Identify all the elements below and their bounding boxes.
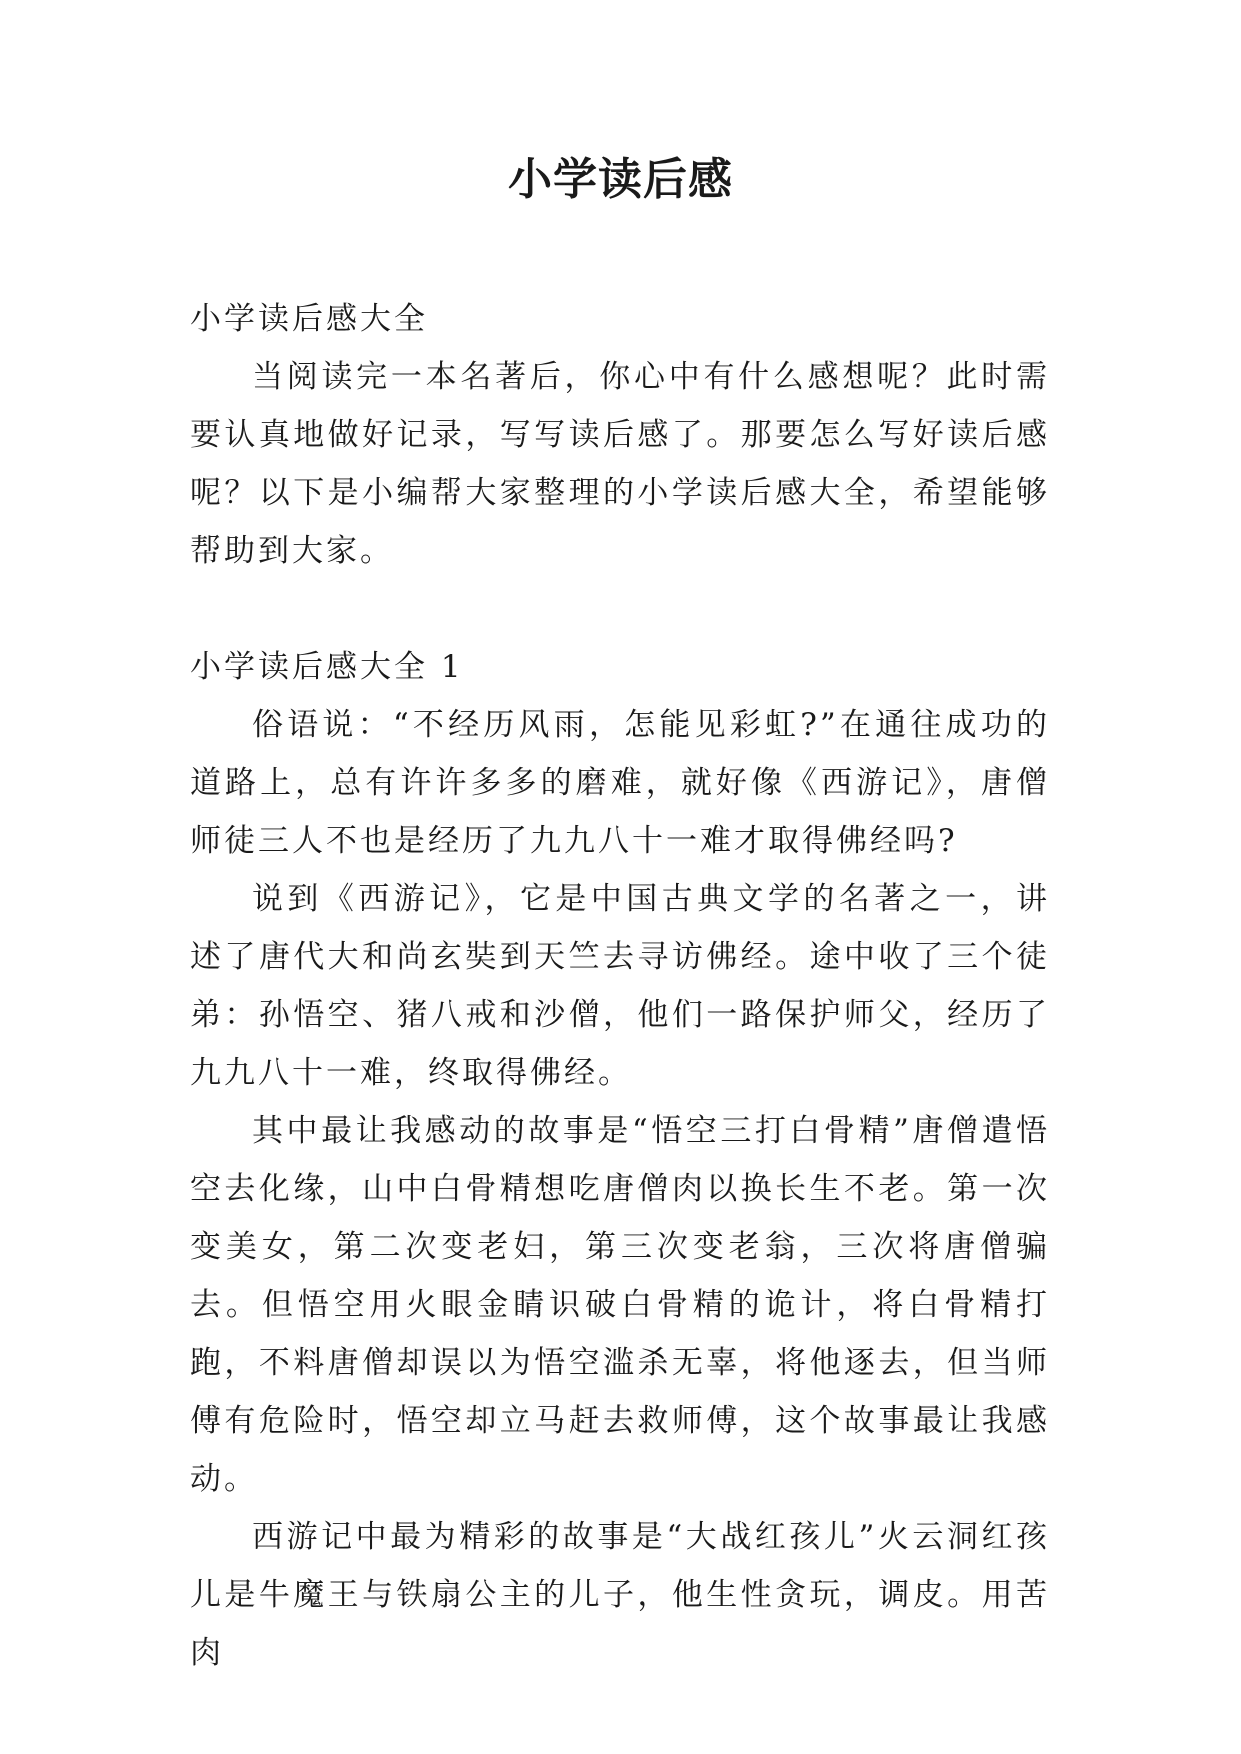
body-paragraph: 其中最让我感动的故事是“悟空三打白骨精”唐僧遣悟空去化缘，山中白骨精想吃唐僧肉以换长生不老。第一次变美女，第二次变老妇，第三次变老翁，三次将唐僧骗去。但悟空用火眼金睛识破白骨精的诡计，将白骨精打跑，不料唐僧却误以为悟空滥杀无辜，将他逐去，但当师傅有危险时，悟空却立马赶去救师傅，这个故事最让我感动。: [190, 1113, 1050, 1497]
document-body: [190, 290, 1050, 1682]
section1-heading: 小学读后感大全 1: [190, 649, 464, 685]
intro-paragraph: 当阅读完一本名著后，你心中有什么感想呢？此时需要认真地做好记录，写写读后感了。那要怎么写好读后感呢？以下是小编帮大家整理的小学读后感大全，希望能够帮助到大家。: [190, 359, 1050, 569]
document-title: 小学读后感: [508, 154, 733, 205]
section-spacer: [190, 580, 1050, 638]
intro-heading: 小学读后感大全: [190, 301, 428, 337]
body-paragraph: 说到《西游记》，它是中国古典文学的名著之一，讲述了唐代大和尚玄奘到天竺去寻访佛经。途中收了三个徒弟：孙悟空、猪八戒和沙僧，他们一路保护师父，经历了九九八十一难，终取得佛经。: [190, 881, 1050, 1091]
body-paragraph: 俗语说：“不经历风雨，怎能见彩虹?”在通往成功的道路上，总有许许多多的磨难，就好像《西游记》，唐僧师徒三人不也是经历了九九八十一难才取得佛经吗?: [190, 707, 1050, 859]
body-paragraph: 西游记中最为精彩的故事是“大战红孩儿”火云洞红孩儿是牛魔王与铁扇公主的儿子，他生性贪玩，调皮。用苦肉: [190, 1519, 1050, 1671]
